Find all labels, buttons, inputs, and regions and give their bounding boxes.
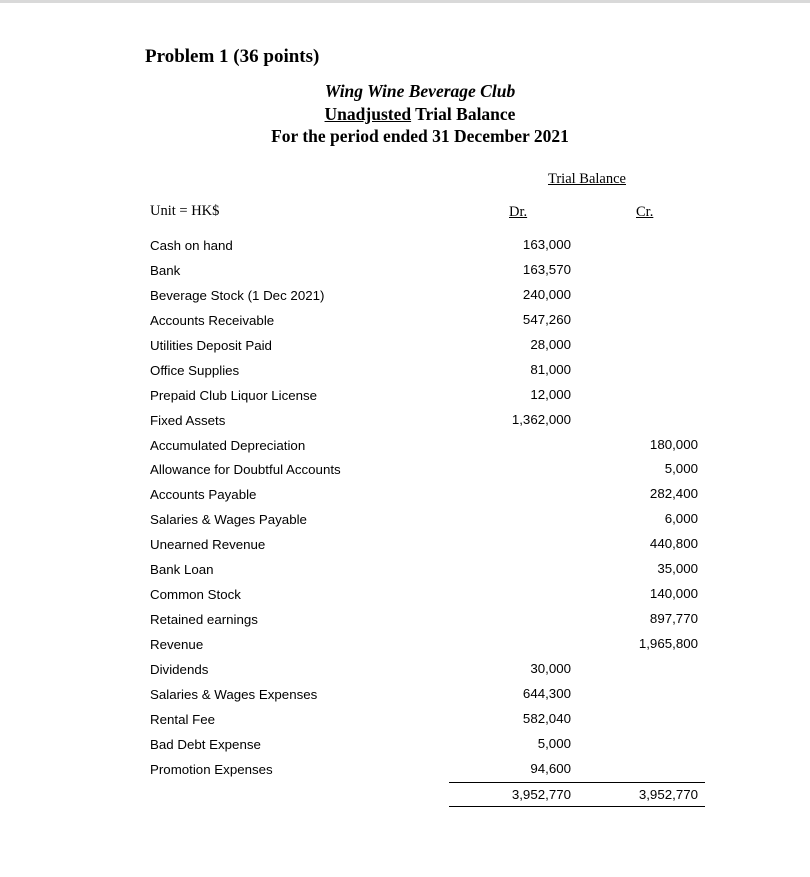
account-name: Bad Debt Expense [150,736,261,752]
top-border [0,0,810,3]
account-row [0,533,810,558]
account-row [0,284,810,309]
account-debit: 163,570 [522,261,571,277]
account-name: Allowance for Doubtful Accounts [150,462,341,478]
total-top-rule [449,782,705,783]
account-row [0,309,810,334]
account-row [0,334,810,359]
account-name: Office Supplies [150,362,240,378]
total-bottom-rule [449,806,705,807]
account-name: Cash on hand [150,238,233,253]
account-credit: 1,965,800 [638,636,698,651]
credit-column-header: Cr. [636,204,654,220]
account-credit: 6,000 [664,511,698,527]
unit-label: Unit = HK$ [150,203,220,219]
account-debit: 30,000 [530,660,571,676]
account-name: Accumulated Depreciation [150,437,306,453]
account-name: Bank [150,262,181,278]
debit-column-header: Dr. [509,204,528,220]
account-row [0,483,810,508]
account-row [0,658,810,683]
account-credit: 35,000 [657,561,698,577]
account-row [0,683,810,708]
account-name: Rental Fee [150,711,216,727]
account-debit: 163,000 [522,237,571,252]
account-credit: 140,000 [649,586,698,602]
account-debit: 582,040 [522,710,571,726]
statement-title-rest: Trial Balance [411,104,516,124]
account-credit: 282,400 [649,486,698,502]
account-row [0,558,810,583]
account-row [0,434,810,459]
account-name: Salaries & Wages Payable [150,512,307,528]
account-debit: 81,000 [530,361,571,377]
account-debit: 547,260 [522,311,571,327]
company-name: Wing Wine Beverage Club [324,81,516,101]
account-debit: 5,000 [537,735,571,751]
account-debit: 240,000 [522,286,571,302]
account-row [0,458,810,483]
account-row [0,359,810,384]
account-row [0,608,810,633]
account-row [0,259,810,284]
account-name: Revenue [150,637,204,652]
account-name: Accounts Payable [150,487,257,503]
account-name: Unearned Revenue [150,537,266,553]
account-row [0,583,810,608]
account-name: Retained earnings [150,612,258,628]
account-credit: 180,000 [649,436,698,452]
statement-title-underlined: Unadjusted [324,104,412,124]
account-name: Accounts Receivable [150,312,275,328]
account-credit: 5,000 [664,461,698,477]
account-debit: 12,000 [530,386,571,402]
account-row [0,384,810,409]
account-credit: 440,800 [649,536,698,552]
account-name: Salaries & Wages Expenses [150,686,318,702]
account-name: Prepaid Club Liquor License [150,387,318,403]
account-name: Bank Loan [150,562,214,578]
account-row [0,708,810,733]
trial-balance-column-group: Trial Balance [548,171,626,187]
account-row [0,758,810,783]
account-row [0,733,810,758]
account-row [0,409,810,434]
account-debit: 644,300 [522,685,571,701]
account-credit: 897,770 [649,611,698,627]
total-debit: 3,952,770 [511,787,571,802]
account-name: Utilities Deposit Paid [150,337,272,353]
problem-title: Problem 1 (36 points) [145,46,320,67]
account-debit: 94,600 [530,760,571,776]
account-name: Dividends [150,661,209,677]
account-row [0,508,810,533]
account-name: Common Stock [150,587,241,603]
statement-period: For the period ended 31 December 2021 [271,126,569,146]
account-list [0,234,810,783]
account-name: Beverage Stock (1 Dec 2021) [150,287,325,303]
account-debit: 28,000 [530,336,571,352]
account-row [0,633,810,658]
account-name: Promotion Expenses [150,761,273,777]
statement-title [0,104,810,125]
account-row [0,234,810,259]
account-name: Fixed Assets [150,412,226,428]
total-credit: 3,952,770 [638,787,698,802]
account-debit: 1,362,000 [511,411,571,427]
